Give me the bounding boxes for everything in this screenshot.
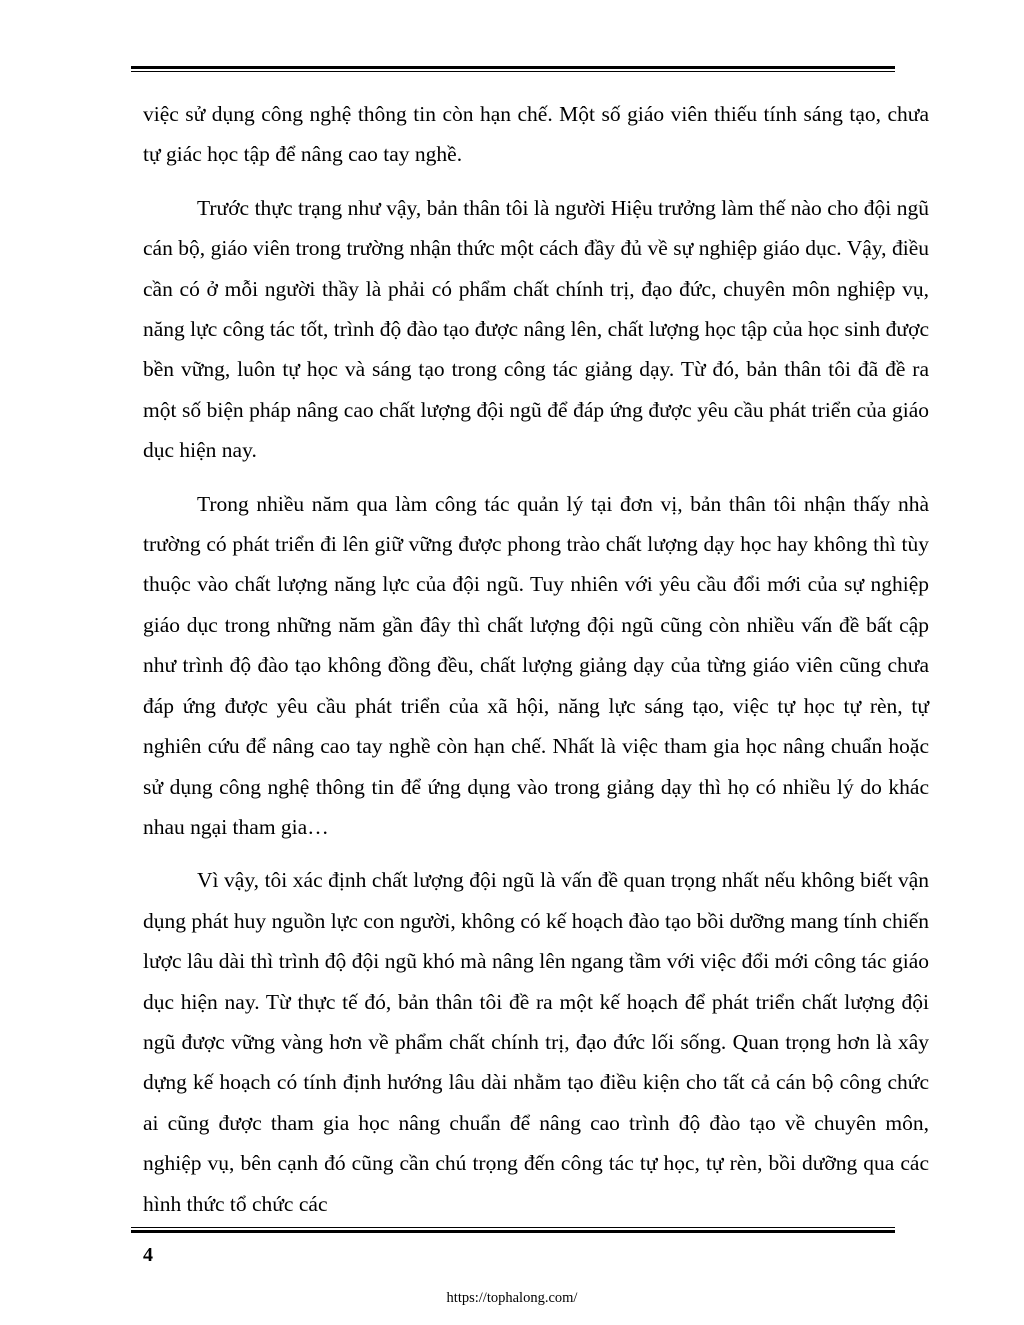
source-url: https://tophalong.com/ xyxy=(446,1290,578,1306)
document-body xyxy=(143,94,929,1237)
paragraph-3: Trong nhiều năm qua làm công tác quản lý tại đơn vị, bản thân tôi nhận thấy nhà trường có phát triển đi lên giữ vững được phong trào chất lượng dạy học hay không thì tùy thuộc vào chất lượng năng lực của đội ngũ. Tuy nhiên với yêu cầu đổi mới của sự nghiệp giáo dục trong những năm gần đây thì chất lượng đội ngũ cũng còn nhiều vấn đề bất cập như trình độ đào tạo không đồng đều, chất lượng giảng dạy của từng giáo viên cũng chưa đáp ứng được yêu cầu phát triển của xã hội, năng lực sáng tạo, việc tự học tự rèn, tự nghiên cứu để nâng cao tay nghề còn hạn chế. Nhất là việc tham gia học nâng chuẩn hoặc sử dụng công nghệ thông tin để ứng dụng vào trong giảng dạy thì họ có nhiều lý do khác nhau ngại tham gia… xyxy=(143,491,929,839)
paragraph-2: Trước thực trạng như vậy, bản thân tôi là người Hiệu trưởng làm thế nào cho đội ngũ cán bộ, giáo viên trong trường nhận thức một cách đầy đủ về sự nghiệp giáo dục. Vậy, điều cần có ở mỗi người thầy là phải có phẩm chất chính trị, đạo đức, chuyên môn nghiệp vụ, năng lực công tác tốt, trình độ đào tạo được nâng lên, chất lượng học tập của học sinh được bền vững, luôn tự học và sáng tạo trong công tác giảng dạy. Từ đó, bản thân tôi đã đề ra một số biện pháp nâng cao chất lượng đội ngũ để đáp ứng được yêu cầu phát triển của giáo dục hiện nay. xyxy=(143,195,929,463)
footer-rule xyxy=(131,1227,895,1233)
page-number: 4 xyxy=(143,1244,153,1266)
paragraph-4: Vì vậy, tôi xác định chất lượng đội ngũ là vấn đề quan trọng nhất nếu không biết vận dụng phát huy nguồn lực con người, không có kế hoạch đào tạo bồi dưỡng mang tính chiến lược lâu dài thì trình độ đội ngũ khó mà nâng lên ngang tầm với việc đổi mới công tác giáo dục hiện nay. Từ thực tế đó, bản thân tôi đề ra một kế hoạch để phát triển chất lượng đội ngũ được vững vàng hơn về phẩm chất chính trị, đạo đức lối sống. Quan trọng hơn là xây dựng kế hoạch có tính định hướng lâu dài nhằm tạo điều kiện cho tất cả cán bộ công chức ai cũng được tham gia học nâng chuẩn để nâng cao trình độ đào tạo về chuyên môn, nghiệp vụ, bên cạnh đó cũng cần chú trọng đến công tác tự học, tự rèn, bồi dưỡng qua các hình thức tổ chức các xyxy=(143,868,929,1216)
paragraph-1: việc sử dụng công nghệ thông tin còn hạn chế. Một số giáo viên thiếu tính sáng tạo, chưa tự giác học tập để nâng cao tay nghề. xyxy=(143,102,929,167)
header-rule xyxy=(131,66,895,72)
